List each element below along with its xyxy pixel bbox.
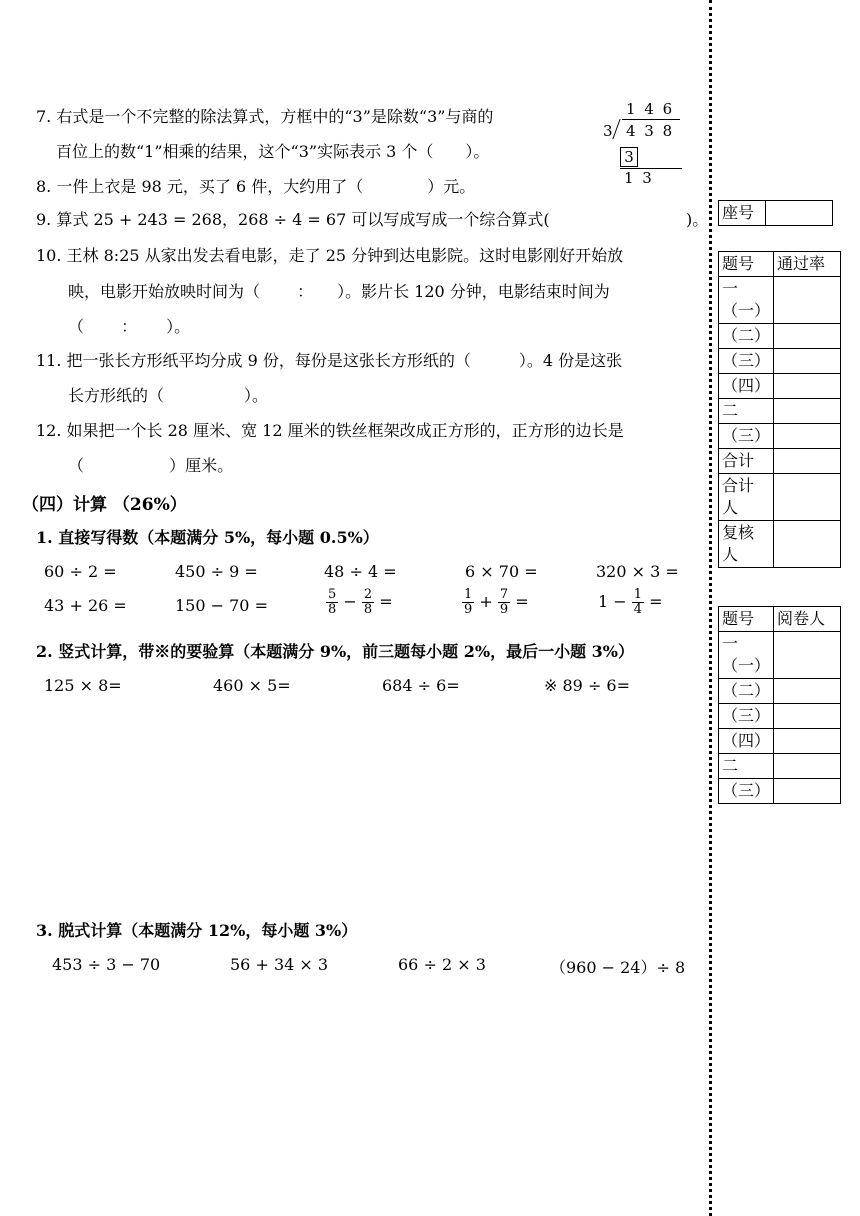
question-9: 9. 算式 25 + 243 = 268，268 ÷ 4 = 67 可以写成写成一个综合算式(: [36, 210, 550, 229]
row-label: （二）: [719, 324, 774, 349]
pass-rate-cell[interactable]: [774, 521, 841, 568]
equals: =: [379, 592, 393, 611]
row-label: （四）: [719, 374, 774, 399]
vertical-calc-item: ※ 89 ÷ 6=: [544, 676, 631, 695]
mental-item: 60 ÷ 2 =: [44, 562, 117, 581]
question-11-line-2: 长方形纸的（ ）。: [68, 386, 269, 405]
part-1-title: 1. 直接写得数（本题满分 5%，每小题 0.5%）: [36, 528, 379, 547]
pass-rate-cell[interactable]: [774, 399, 841, 424]
fraction-expression: [462, 588, 529, 617]
row-label: （三）: [719, 704, 774, 729]
vertical-calc-item: 125 × 8=: [44, 676, 122, 695]
row-label: 二: [719, 399, 774, 424]
mental-item: 6 × 70 =: [465, 562, 538, 581]
fraction: $\frac{7}{9}$: [499, 587, 509, 617]
division-remainder: 1 3: [624, 169, 654, 187]
part-2-title: 2. 竖式计算，带※的要验算（本题满分 9%，前三题每小题 2%，最后一小题 3%）: [36, 642, 634, 661]
fraction: $\frac{2}{8}$: [363, 587, 373, 617]
part-3-title: 3. 脱式计算（本题满分 12%，每小题 3%）: [36, 921, 358, 940]
seat-number-table: [718, 200, 833, 226]
question-10-line-2: 映，电影开始放映时间为（ ： ）。影片长 120 分钟，电影结束时间为: [68, 282, 610, 301]
row-label: 复核 人: [719, 521, 774, 568]
fraction: $\frac{5}{8}$: [328, 587, 337, 617]
grader-cell[interactable]: [774, 729, 841, 754]
header-question-no: 题号: [719, 607, 774, 632]
operator: 1 −: [598, 592, 627, 611]
division-quotient: 1 4 6: [626, 100, 675, 118]
question-12-line-2: （ ）厘米。: [68, 456, 234, 475]
grader-table: [718, 606, 841, 804]
row-label: （三）: [719, 349, 774, 374]
question-10-line-1: 10. 王林 8:25 从家出发去看电影，走了 25 分钟到达电影院。这时电影刚好开始放: [36, 246, 624, 265]
binding-dotted-line: [709, 0, 712, 1216]
grader-cell[interactable]: [774, 632, 841, 679]
question-7-line-1: 7. 右式是一个不完整的除法算式，方框中的“3”是除数“3”与商的: [36, 107, 494, 126]
question-12-line-1: 12. 如果把一个长 28 厘米、宽 12 厘米的铁丝框架改成正方形的，正方形的边长是: [36, 421, 624, 440]
grader-cell[interactable]: [774, 704, 841, 729]
division-bracket: [612, 119, 620, 139]
seat-number-field[interactable]: [766, 201, 833, 226]
header-grader: 阅卷人: [774, 607, 841, 632]
mental-item: 43 + 26 =: [44, 596, 127, 615]
row-label: （三）: [719, 424, 774, 449]
mental-item: 48 ÷ 4 =: [324, 562, 397, 581]
division-bar: [622, 119, 680, 120]
division-divisor: 3: [603, 122, 613, 140]
fraction-expression: [326, 588, 393, 617]
pass-rate-cell[interactable]: [774, 349, 841, 374]
operator: −: [343, 592, 357, 611]
stepwise-calc-item: 56 + 34 × 3: [230, 955, 329, 974]
row-label: 合计: [719, 449, 774, 474]
fraction: $\frac{1}{4}$: [633, 587, 643, 617]
row-label: 一 （一）: [719, 277, 774, 324]
stepwise-calc-item: 66 ÷ 2 × 3: [398, 955, 486, 974]
grader-cell[interactable]: [774, 754, 841, 779]
pass-rate-cell[interactable]: [774, 324, 841, 349]
vertical-calc-item: 460 × 5=: [213, 676, 291, 695]
mental-item: 150 − 70 =: [175, 596, 268, 615]
vertical-calc-item: 684 ÷ 6=: [382, 676, 460, 695]
equals: =: [649, 592, 663, 611]
pass-rate-cell[interactable]: [774, 374, 841, 399]
fraction-expression: [598, 588, 663, 617]
question-11-line-1: 11. 把一张长方形纸平均分成 9 份，每份是这张长方形纸的（ ）。4 份是这张: [36, 351, 623, 370]
row-label: （二）: [719, 679, 774, 704]
mental-item: 320 × 3 =: [596, 562, 679, 581]
row-label: 二: [719, 754, 774, 779]
row-label: （三）: [719, 779, 774, 804]
question-8: 8. 一件上衣是 98 元，买了 6 件，大约用了（ ）元。: [36, 177, 476, 196]
grader-cell[interactable]: [774, 779, 841, 804]
division-boxed-digit: 3: [620, 147, 638, 167]
fraction: $\frac{1}{9}$: [464, 587, 473, 617]
question-7-line-2: 百位上的数“1”相乘的结果，这个“3”实际表示 3 个（ ）。: [56, 142, 490, 161]
pass-rate-cell[interactable]: [774, 474, 841, 521]
header-question-no: 题号: [719, 252, 774, 277]
equals: =: [515, 592, 529, 611]
seat-label: 座号: [719, 201, 766, 226]
question-10-line-3: （ ： ）。: [68, 317, 191, 336]
grader-cell[interactable]: [774, 679, 841, 704]
mental-item: 450 ÷ 9 =: [175, 562, 258, 581]
operator: +: [479, 592, 493, 611]
pass-rate-cell[interactable]: [774, 277, 841, 324]
row-label: 合计 人: [719, 474, 774, 521]
stepwise-calc-item: （960 − 24）÷ 8: [550, 958, 686, 977]
section-4-title: （四）计算 （26%）: [22, 495, 187, 515]
pass-rate-table: [718, 251, 841, 568]
long-division-figure: [598, 98, 688, 190]
stepwise-calc-item: 453 ÷ 3 − 70: [52, 955, 161, 974]
pass-rate-cell[interactable]: [774, 424, 841, 449]
header-pass-rate: 通过率: [774, 252, 841, 277]
pass-rate-cell[interactable]: [774, 449, 841, 474]
row-label: （四）: [719, 729, 774, 754]
division-dividend: 4 3 8: [626, 122, 675, 140]
row-label: 一 （一）: [719, 632, 774, 679]
question-9-end: )。: [686, 210, 709, 229]
